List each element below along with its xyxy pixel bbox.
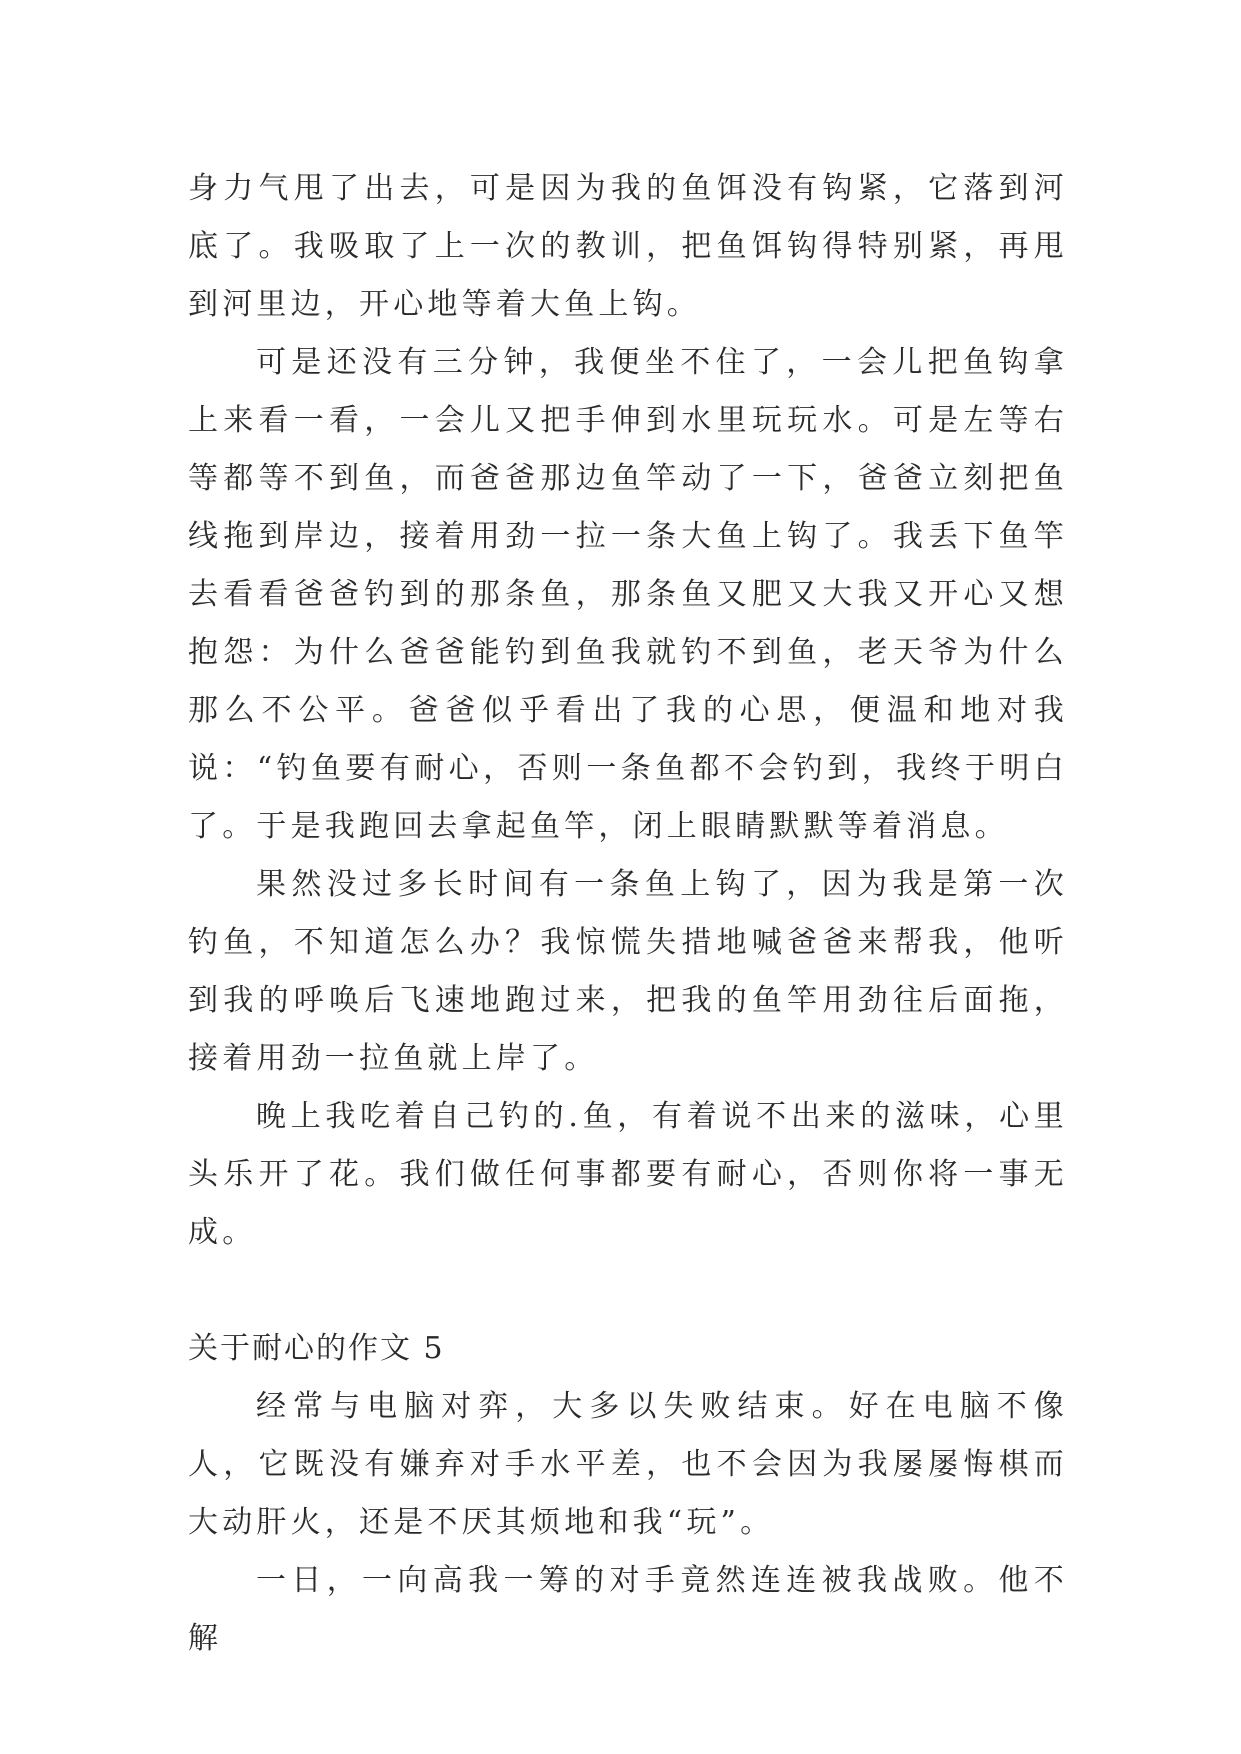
paragraph-fishing-cast: 身力气甩了出去，可是因为我的鱼饵没有钩紧，它落到河底了。我吸取了上一次的教训，把鱼饵钩得特别紧，再甩到河里边，开心地等着大鱼上钩。	[188, 171, 1068, 322]
paragraph-conclusion: 晚上我吃着自己钓的.鱼，有着说不出来的滋味，心里头乐开了花。我们做任何事都要有耐心，否则你将一事无成。	[188, 1099, 1068, 1250]
section-title: 关于耐心的作文 5	[188, 1331, 445, 1366]
paragraph-fish-caught: 果然没过多长时间有一条鱼上钩了，因为我是第一次钓鱼，不知道怎么办？我惊慌失措地喊爸爸来帮我，他听到我的呼唤后飞速地跑过来，把我的鱼竿用劲往后面拖，接着用劲一拉鱼就上岸了。	[188, 867, 1068, 1076]
paragraph-computer-chess: 经常与电脑对弈，大多以失败结束。好在电脑不像人，它既没有嫌弃对手水平差，也不会因为我屡屡悔棋而大动肝火，还是不厌其烦地和我“玩”。	[188, 1389, 1068, 1540]
paragraph-opponent-defeated: 一日，一向高我一筹的对手竟然连连被我战败。他不解	[188, 1563, 1068, 1656]
paragraph-waiting-impatient: 可是还没有三分钟，我便坐不住了，一会儿把鱼钩拿上来看一看，一会儿又把手伸到水里玩玩水。可是左等右等都等不到鱼，而爸爸那边鱼竿动了一下，爸爸立刻把鱼线拖到岸边，接着用劲一拉一条大鱼上钩了。我丢下鱼竿去看看爸爸钓到的那条鱼，那条鱼又肥又大我又开心又想抱怨：为什么爸爸能钓到鱼我就钓不到鱼，老天爷为什么那么不公平。爸爸似乎看出了我的心思，便温和地对我说：“钓鱼要有耐心，否则一条鱼都不会钓到，我终于明白了。于是我跑回去拿起鱼竿，闭上眼睛默默等着消息。	[188, 345, 1068, 844]
document-body	[188, 160, 1068, 1668]
